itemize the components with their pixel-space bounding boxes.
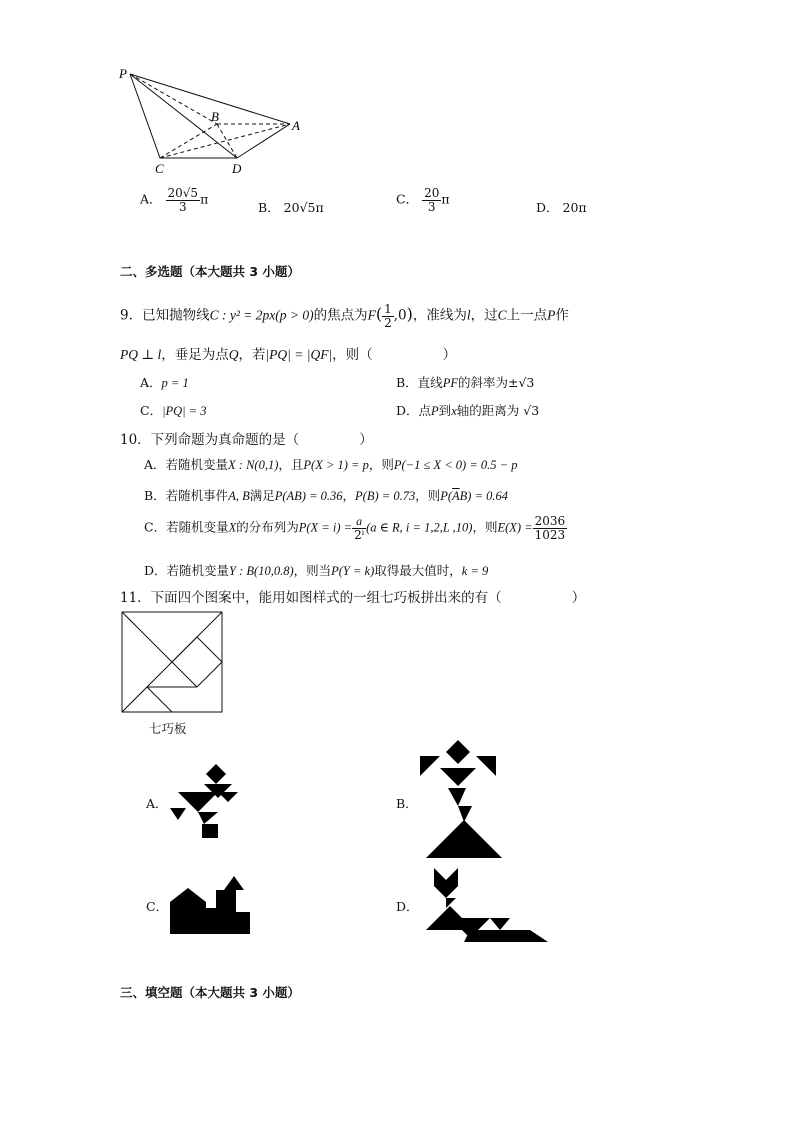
q8-option-c: C． $\frac{20}{3}$ π bbox=[396, 186, 450, 214]
tangram-square bbox=[120, 610, 226, 716]
q8-option-d: D． 20π bbox=[536, 200, 587, 215]
q10-option-c: C．若随机变量X的分布列为P(X = i) = $\frac{a}{\text{2ⁱ}}$ (a ∈ R, i = 1,2,L ,10)，则E(X) = $\frac{2036}{1023}$ bbox=[144, 514, 566, 542]
q11-stem: 11．下面四个图案中，能用如图样式的一组七巧板拼出来的有（ ） bbox=[120, 590, 586, 606]
q11-option-b-figure bbox=[418, 738, 506, 860]
q9-option-d: D．点P到x轴的距离为 √3 bbox=[396, 403, 540, 418]
section-3-title: 三、填空题（本大题共 3 小题） bbox=[120, 985, 300, 1000]
vertex-p: P bbox=[119, 66, 127, 81]
q9-option-a: A．p = 1 bbox=[140, 375, 189, 390]
vertex-b: B bbox=[211, 109, 219, 124]
q9-option-c: C．|PQ| = 3 bbox=[140, 403, 207, 418]
q8-a-fraction: $\frac{20√5}{3}$ bbox=[167, 186, 199, 214]
vertex-a: A bbox=[292, 118, 300, 133]
q11-option-b-label: B． bbox=[396, 796, 418, 811]
q10-option-a: A．若随机变量X : N(0,1)，且P(X > 1) = p，则P(−1 ≤ X < 0) = 0.5 − p bbox=[144, 457, 518, 472]
section-2-title: 二、多选题（本大题共 3 小题） bbox=[120, 264, 300, 279]
pyramid-figure bbox=[112, 62, 312, 182]
q11-option-a-label: A． bbox=[146, 796, 168, 811]
q10-stem: 10．下列命题为真命题的是（ ） bbox=[120, 432, 373, 448]
q11-option-d-label: D． bbox=[396, 899, 419, 914]
q8-option-a: A． $\frac{20√5}{3}$ π bbox=[140, 186, 209, 214]
q11-option-d-figure bbox=[420, 866, 552, 944]
q8-option-b: B． 20√5π bbox=[258, 200, 324, 215]
q10-option-b: B．若随机事件A, B满足P(AB) = 0.36，P(B) = 0.73，则$P(\overline{A}B) = 0.64$ bbox=[144, 488, 509, 503]
q8-c-fraction: $\frac{20}{3}$ bbox=[424, 186, 440, 214]
q9-option-b: B．直线PF的斜率为±√3 bbox=[396, 375, 535, 390]
q11-option-a-figure bbox=[164, 758, 244, 842]
tangram-caption: 七巧板 bbox=[149, 721, 187, 736]
q9-line-1: 9．已知抛物线C : y² = 2px(p > 0)的焦点为F( $\frac{1}{2}$ ,0)，准线为l，过C上一点P作 bbox=[120, 302, 569, 330]
q11-option-c-label: C． bbox=[146, 899, 169, 914]
vertex-c: C bbox=[155, 161, 164, 176]
q9-line-2: PQ ⊥ l，垂足为点Q，若|PQ| = |QF|，则（ ） bbox=[120, 347, 457, 363]
q11-option-c-figure bbox=[166, 872, 256, 938]
vertex-d: D bbox=[232, 161, 242, 176]
q10-option-d: D．若随机变量Y : B(10,0.8)，则当P(Y = k)取得最大值时，k = 9 bbox=[144, 563, 489, 578]
